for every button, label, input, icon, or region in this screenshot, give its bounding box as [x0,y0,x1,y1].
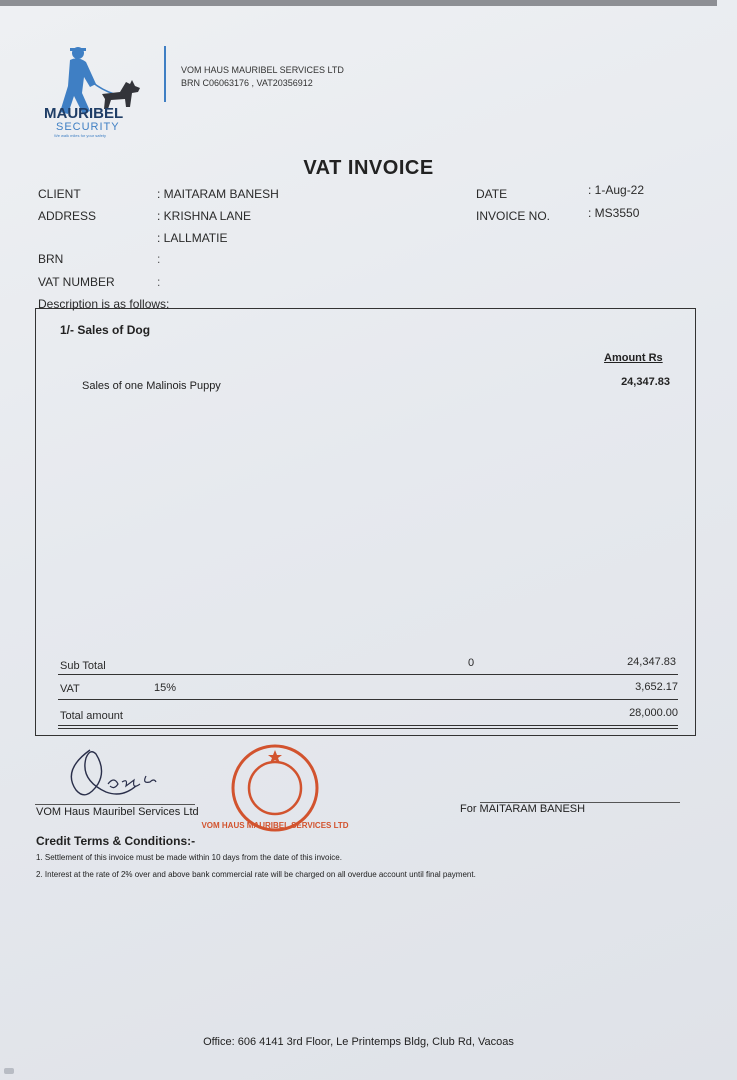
subtotal-mid: 0 [468,657,475,669]
subtotal-label: Sub Total [60,660,106,672]
terms-item-1: 1. Settlement of this invoice must be made within 10 days from the date of this invoice. [36,853,342,862]
subtotal-value: 24,347.83 [627,656,676,668]
brn-value: : [157,252,161,266]
vat-label: VAT [60,683,80,695]
total-rule-1 [58,725,678,726]
vat-value: 3,652.17 [635,681,678,693]
invoice-no-label: INVOICE NO. [476,209,551,223]
item-amount: 24,347.83 [621,376,670,388]
logo-brand-top: MAURIBEL [44,105,124,122]
terms-heading: Credit Terms & Conditions:- [36,834,196,848]
right-signatory: For MAITARAM BANESH [460,803,586,815]
office-footer: Office: 606 4141 3rd Floor, Le Printemps Bldg, Club Rd, Vacoas [203,1036,514,1048]
amount-header: Amount Rs [604,352,663,364]
top-edge-shadow [0,0,717,6]
total-label: Total amount [60,710,123,722]
company-ids: BRN C06063176 , VAT20356912 [181,78,313,88]
left-signatory: VOM Haus Mauribel Services Ltd [36,806,199,818]
invoice-no-value: : MS3550 [588,206,640,220]
client-label: CLIENT [38,187,81,201]
stamp-text: VOM HAUS MAURIBEL SERVICES LTD [201,821,349,830]
date-label: DATE [476,187,508,201]
total-value: 28,000.00 [629,707,678,719]
section-title: 1/- Sales of Dog [60,323,151,337]
handwritten-signature [60,740,180,810]
total-rule-2 [58,728,678,729]
company-stamp [201,742,349,834]
logo-divider [164,46,166,102]
terms-item-2: 2. Interest at the rate of 2% over and above bank commercial rate will be charged on all overdue account until final payment. [36,870,476,879]
item-description: Sales of one Malinois Puppy [82,380,221,392]
logo-brand-bottom: SECURITY [56,121,120,133]
company-header [181,64,344,90]
client-value: : MAITARAM BANESH [157,187,279,201]
corner-mark [4,1068,14,1074]
invoice-title: VAT INVOICE [303,157,434,179]
vat-rate: 15% [154,682,177,694]
mauribel-security-logo [42,42,147,138]
company-name: VOM HAUS MAURIBEL SERVICES LTD [181,65,344,75]
date-value: : 1-Aug-22 [588,183,645,197]
description-intro: Description is as follows: [38,297,170,311]
brn-label: BRN [38,252,64,266]
vat-number-label: VAT NUMBER [38,275,115,289]
vat-rule [58,699,678,700]
address-line1: : KRISHNA LANE [157,209,252,223]
left-signature-rule [35,804,195,805]
items-box [35,308,696,736]
logo-tagline: We walk miles for your safety [54,133,106,138]
vat-number-value: : [157,275,161,289]
address-label: ADDRESS [38,209,97,223]
subtotal-rule [58,674,678,675]
address-line2: : LALLMATIE [157,231,228,245]
svg-text:VOM HAUS MAURIBEL SERVICES LTD [201,821,348,830]
